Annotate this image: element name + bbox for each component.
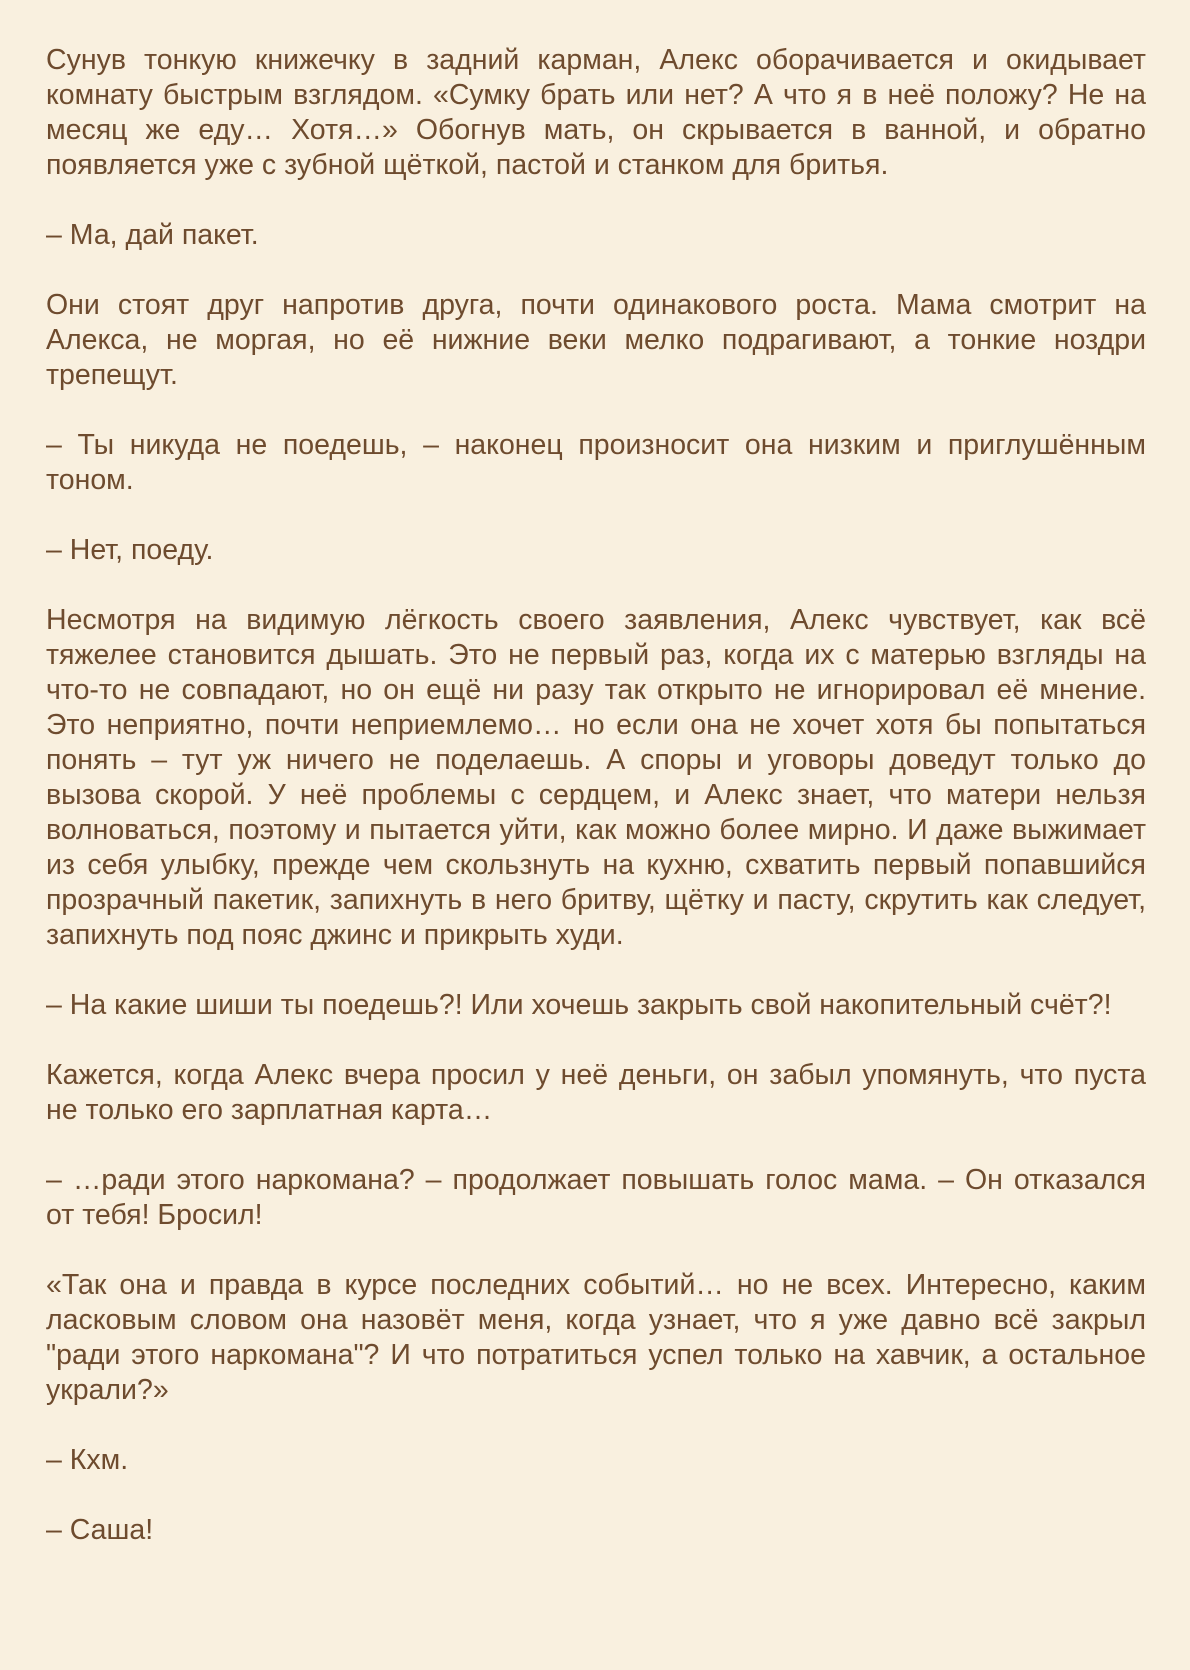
dialogue-line-3: – Нет, поеду.: [46, 534, 214, 566]
dialogue-line-2: – Ты никуда не поедешь, – наконец произносит она низким и приглушённым тоном.: [46, 429, 1146, 496]
paragraph-1: Сунув тонкую книжечку в задний карман, Алекс оборачивается и окидывает комнату быстрым взглядом. «Сумку брать или нет? А что я в неё положу? Не на месяц же еду… Хотя…» Обогнув мать, он скрывается в ванной, и обратно появляется уже с зубной щёткой, пастой и станком для бритья.: [46, 44, 1146, 181]
paragraph-2: Они стоят друг напротив друга, почти одинакового роста. Мама смотрит на Алекса, не моргая, но её нижние веки мелко подрагивают, а тонкие ноздри трепещут.: [46, 289, 1146, 391]
dialogue-line-1: – Ма, дай пакет.: [46, 219, 259, 251]
dialogue-line-4: – На какие шиши ты поедешь?! Или хочешь закрыть свой накопительный счёт?!: [46, 989, 1112, 1021]
inner-monologue: «Так она и правда в курсе последних событий… но не всех. Интересно, каким ласковым словом она назовёт меня, когда узнает, что я уже давно всё закрыл "ради этого наркомана"? И что потратиться успел только на хавчик, а остальное украли?»: [46, 1269, 1146, 1406]
dialogue-line-7: – Саша!: [46, 1514, 154, 1546]
dialogue-line-5: – …ради этого наркомана? – продолжает повышать голос мама. – Он отказался от тебя! Бросил!: [46, 1164, 1146, 1231]
paragraph-3: Несмотря на видимую лёгкость своего заявления, Алекс чувствует, как всё тяжелее становится дышать. Это не первый раз, когда их с матерью взгляды на что-то не совпадают, но он ещё ни разу так открыто не игнорировал её мнение. Это неприятно, почти неприемлемо… но если она не хочет хотя бы попытаться понять – тут уж ничего не поделаешь. А споры и уговоры доведут только до вызова скорой. У неё проблемы с сердцем, и Алекс знает, что матери нельзя волноваться, поэтому и пытается уйти, как можно более мирно. И даже выжимает из себя улыбку, прежде чем скользнуть на кухню, схватить первый попавшийся прозрачный пакетик, запихнуть в него бритву, щётку и пасту, скрутить как следует, запихнуть под пояс джинс и прикрыть худи.: [46, 604, 1146, 951]
paragraph-4: Кажется, когда Алекс вчера просил у неё деньги, он забыл упомянуть, что пуста не только его зарплатная карта…: [46, 1059, 1146, 1126]
dialogue-line-6: – Кхм.: [46, 1444, 129, 1476]
